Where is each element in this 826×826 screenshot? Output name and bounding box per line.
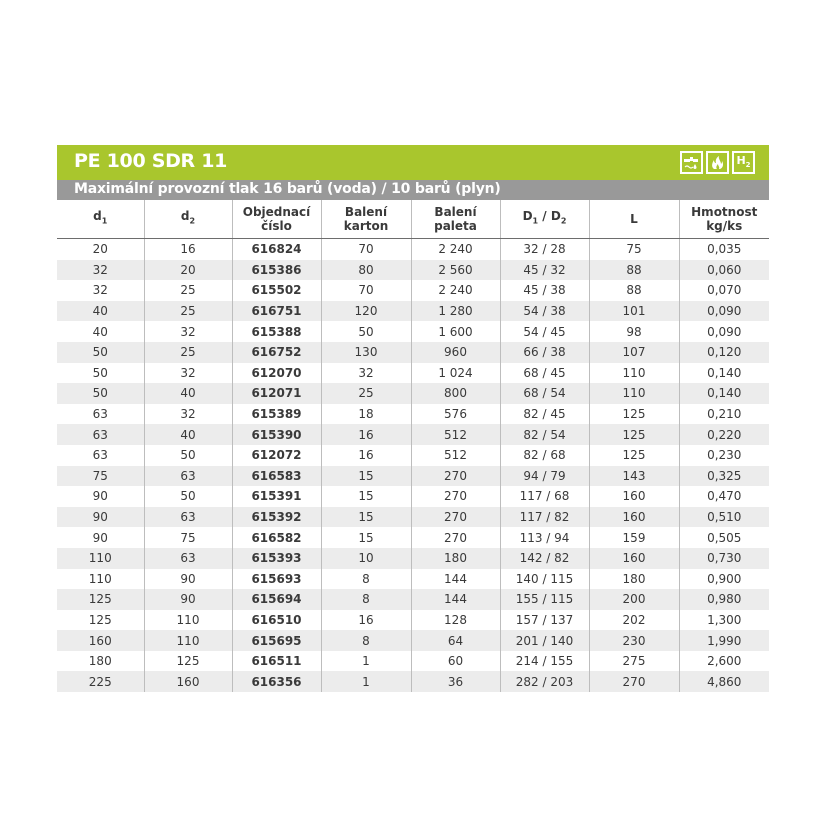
cell-dd: 68 / 45: [500, 363, 589, 384]
col-outer-diameters: $D_1 / D_2$: [500, 200, 589, 239]
cell-d2: 20: [144, 260, 232, 281]
cell-pallet: 64: [411, 630, 500, 651]
cell-d2: 90: [144, 569, 232, 590]
cell-d2: 32: [144, 363, 232, 384]
cell-pallet: 270: [411, 486, 500, 507]
cell-d2: 25: [144, 301, 232, 322]
cell-weight: 0,220: [679, 424, 769, 445]
cell-order: 615391: [232, 486, 321, 507]
col-pallet: Balení paleta: [411, 200, 500, 239]
cell-carton: 15: [321, 486, 411, 507]
cell-dd: 82 / 54: [500, 424, 589, 445]
cell-carton: 8: [321, 569, 411, 590]
cell-order: 615393: [232, 548, 321, 569]
cell-carton: 130: [321, 342, 411, 363]
cell-d1: 180: [88, 654, 112, 669]
table-row: [57, 527, 769, 548]
cell-pallet: 512: [411, 424, 500, 445]
cell-carton: 16: [321, 424, 411, 445]
cell-l: 200: [589, 589, 679, 610]
product-sheet: [57, 145, 769, 692]
table-row: [57, 260, 769, 281]
cell-d2: 40: [144, 424, 232, 445]
cell-l: 110: [589, 363, 679, 384]
cell-carton: 70: [321, 280, 411, 301]
cell-d1: 160: [57, 630, 144, 651]
table-row: [57, 589, 769, 610]
cell-d2: 16: [144, 239, 232, 260]
page-title: PE 100 SDR 11: [74, 150, 228, 172]
cell-d2: 25: [144, 280, 232, 301]
cell-carton: 16: [321, 445, 411, 466]
cell-carton: 50: [321, 321, 411, 342]
cell-l: 101: [589, 301, 679, 322]
cell-d2: 40: [144, 383, 232, 404]
cell-d1: 110: [88, 571, 112, 586]
cell-weight: 0,325: [679, 466, 769, 487]
cell-d2: 75: [144, 527, 232, 548]
hydrogen-icon: $H_2$: [732, 151, 755, 174]
cell-pallet: 144: [411, 589, 500, 610]
cell-d2: 32: [144, 321, 232, 342]
cell-d1: 63: [57, 424, 144, 445]
cell-order: 616751: [232, 301, 321, 322]
cell-carton: 1: [321, 671, 411, 692]
cell-pallet: 576: [411, 404, 500, 425]
cell-weight: 1,990: [679, 630, 769, 651]
cell-dd: 66 / 38: [500, 342, 589, 363]
cell-weight: 0,230: [679, 445, 769, 466]
cell-carton: 10: [321, 548, 411, 569]
cell-weight: 0,210: [679, 404, 769, 425]
table-row: [57, 569, 769, 590]
cell-l: 88: [589, 280, 679, 301]
cell-weight: 0,900: [679, 569, 769, 590]
table-row: [57, 671, 769, 692]
cell-weight: 4,860: [679, 671, 769, 692]
cell-d2: 110: [144, 630, 232, 651]
cell-pallet: 180: [411, 548, 500, 569]
table-body: [57, 239, 769, 693]
cell-weight: 0,120: [679, 342, 769, 363]
cell-d1: 20: [92, 242, 108, 257]
cell-d1: 32: [57, 260, 144, 281]
cell-weight: 0,070: [679, 280, 769, 301]
cell-order: 615389: [232, 404, 321, 425]
cell-order: 615388: [232, 321, 321, 342]
cell-pallet: 128: [411, 610, 500, 631]
cell-l: 180: [589, 569, 679, 590]
cell-d1: 50: [57, 342, 144, 363]
cell-l: 125: [589, 404, 679, 425]
cell-dd: 54 / 45: [500, 321, 589, 342]
cell-d1: 63: [92, 407, 108, 422]
cell-weight: 1,300: [679, 610, 769, 631]
table-row: [57, 651, 769, 672]
cell-dd: 157 / 137: [500, 610, 589, 631]
col-d2: $d_2$: [144, 200, 232, 239]
cell-d1: 125: [57, 589, 144, 610]
cell-carton: 15: [321, 507, 411, 528]
page-subtitle: Maximální provozní tlak 16 barů (voda) / 10 barů (plyn): [74, 181, 501, 197]
cell-pallet: 1 600: [411, 321, 500, 342]
cell-weight: 0,140: [679, 363, 769, 384]
cell-pallet: 144: [411, 569, 500, 590]
cell-dd: 113 / 94: [500, 527, 589, 548]
cell-pallet: 60: [411, 651, 500, 672]
cell-dd: 82 / 68: [500, 445, 589, 466]
cell-d2: 125: [144, 651, 232, 672]
cell-pallet: 512: [411, 445, 500, 466]
cell-order: 616510: [232, 610, 321, 631]
table-row: [57, 280, 769, 301]
cell-d1: 90: [92, 530, 108, 545]
cell-order: 615386: [232, 260, 321, 281]
cell-d2: 32: [144, 404, 232, 425]
cell-weight: 0,090: [679, 321, 769, 342]
cell-weight: 0,060: [679, 260, 769, 281]
cell-d2: 50: [144, 486, 232, 507]
table-row: [57, 507, 769, 528]
cell-carton: 15: [321, 466, 411, 487]
cell-pallet: 960: [411, 342, 500, 363]
cell-l: 125: [589, 424, 679, 445]
cell-l: 230: [589, 630, 679, 651]
cell-weight: 0,470: [679, 486, 769, 507]
gas-flame-icon: [706, 151, 729, 174]
product-table: [57, 200, 769, 692]
cell-dd: 155 / 115: [500, 589, 589, 610]
cell-dd: 201 / 140: [500, 630, 589, 651]
cell-dd: 214 / 155: [500, 651, 589, 672]
cell-order: 615693: [232, 569, 321, 590]
cell-weight: 0,140: [679, 383, 769, 404]
cell-order: 616583: [232, 466, 321, 487]
cell-d1: 40: [57, 301, 144, 322]
cell-pallet: 270: [411, 527, 500, 548]
cell-d2: 160: [144, 671, 232, 692]
cell-l: 98: [589, 321, 679, 342]
cell-l: 160: [589, 486, 679, 507]
water-supply-icon: [680, 151, 703, 174]
cell-l: 143: [589, 466, 679, 487]
cell-carton: 70: [321, 239, 411, 260]
cell-weight: 0,090: [679, 301, 769, 322]
cell-d1: 125: [88, 612, 112, 627]
cell-d1: 50: [57, 383, 144, 404]
cell-carton: 120: [321, 301, 411, 322]
cell-d1: 63: [92, 448, 108, 463]
cell-pallet: 1 024: [411, 363, 500, 384]
cell-l: 160: [589, 507, 679, 528]
cell-l: 275: [589, 651, 679, 672]
table-row: [57, 466, 769, 487]
cell-weight: 0,505: [679, 527, 769, 548]
cell-dd: 282 / 203: [500, 671, 589, 692]
cell-weight: 2,600: [679, 651, 769, 672]
cell-d1: 75: [57, 466, 144, 487]
col-weight: Hmotnost kg/ks: [679, 200, 769, 239]
cell-d1: 32: [92, 283, 108, 298]
cell-order: 612070: [232, 363, 321, 384]
cell-order: 612071: [232, 383, 321, 404]
cell-carton: 32: [321, 363, 411, 384]
cell-l: 270: [589, 671, 679, 692]
subtitle-bar: [57, 180, 769, 200]
cell-l: 75: [589, 239, 679, 260]
cell-dd: 68 / 54: [500, 383, 589, 404]
table-row: [57, 239, 769, 260]
cell-dd: 45 / 32: [500, 260, 589, 281]
cell-order: 616752: [232, 342, 321, 363]
cell-d2: 25: [144, 342, 232, 363]
cell-dd: 32 / 28: [500, 239, 589, 260]
cell-weight: 0,980: [679, 589, 769, 610]
cell-d1: 90: [92, 489, 108, 504]
cell-carton: 15: [321, 527, 411, 548]
cell-order: 616511: [232, 651, 321, 672]
cell-dd: 54 / 38: [500, 301, 589, 322]
col-carton: Balení karton: [321, 200, 411, 239]
cell-d2: 90: [144, 589, 232, 610]
cell-order: 616356: [232, 671, 321, 692]
cell-order: 615694: [232, 589, 321, 610]
cell-order: 615695: [232, 630, 321, 651]
cell-pallet: 2 560: [411, 260, 500, 281]
cell-carton: 16: [321, 610, 411, 631]
cell-pallet: 2 240: [411, 239, 500, 260]
cell-dd: 45 / 38: [500, 280, 589, 301]
cell-order: 616824: [232, 239, 321, 260]
cell-carton: 1: [321, 651, 411, 672]
cell-carton: 8: [321, 630, 411, 651]
col-length: L: [589, 200, 679, 239]
table-header-row: [57, 200, 769, 239]
cell-dd: 117 / 68: [500, 486, 589, 507]
table-row: [57, 630, 769, 651]
table-row: [57, 424, 769, 445]
cell-weight: 0,730: [679, 548, 769, 569]
cell-dd: 94 / 79: [500, 466, 589, 487]
cell-dd: 117 / 82: [500, 507, 589, 528]
cell-d1: 225: [57, 671, 144, 692]
cell-d1: 50: [92, 365, 108, 380]
table-row: [57, 342, 769, 363]
cell-order: 615392: [232, 507, 321, 528]
cell-d1: 110: [57, 548, 144, 569]
cell-pallet: 800: [411, 383, 500, 404]
cell-dd: 82 / 45: [500, 404, 589, 425]
cell-pallet: 1 280: [411, 301, 500, 322]
cell-d2: 63: [144, 507, 232, 528]
table-row: [57, 301, 769, 322]
cell-carton: 8: [321, 589, 411, 610]
cell-d2: 63: [144, 466, 232, 487]
cell-d1: 90: [57, 507, 144, 528]
table-row: [57, 363, 769, 384]
col-d1: $d_1$: [57, 200, 144, 239]
table-row: [57, 404, 769, 425]
application-icons: [680, 151, 755, 174]
cell-weight: 0,510: [679, 507, 769, 528]
cell-d2: 110: [144, 610, 232, 631]
cell-l: 125: [589, 445, 679, 466]
cell-weight: 0,035: [679, 239, 769, 260]
table-row: [57, 548, 769, 569]
cell-d2: 50: [144, 445, 232, 466]
table-row: [57, 445, 769, 466]
cell-carton: 80: [321, 260, 411, 281]
cell-carton: 25: [321, 383, 411, 404]
cell-dd: 142 / 82: [500, 548, 589, 569]
cell-pallet: 270: [411, 466, 500, 487]
cell-pallet: 36: [411, 671, 500, 692]
cell-pallet: 270: [411, 507, 500, 528]
table-row: [57, 321, 769, 342]
cell-l: 160: [589, 548, 679, 569]
cell-d2: 63: [144, 548, 232, 569]
cell-order: 612072: [232, 445, 321, 466]
table-row: [57, 610, 769, 631]
cell-d1: 40: [92, 324, 108, 339]
cell-dd: 140 / 115: [500, 569, 589, 590]
cell-l: 88: [589, 260, 679, 281]
table-row: [57, 383, 769, 404]
cell-order: 615390: [232, 424, 321, 445]
title-bar: [57, 145, 769, 180]
cell-carton: 18: [321, 404, 411, 425]
cell-order: 615502: [232, 280, 321, 301]
cell-l: 159: [589, 527, 679, 548]
cell-pallet: 2 240: [411, 280, 500, 301]
cell-l: 110: [589, 383, 679, 404]
cell-l: 202: [589, 610, 679, 631]
table-row: [57, 486, 769, 507]
cell-order: 616582: [232, 527, 321, 548]
cell-l: 107: [589, 342, 679, 363]
col-order-number: Objednací číslo: [232, 200, 321, 239]
